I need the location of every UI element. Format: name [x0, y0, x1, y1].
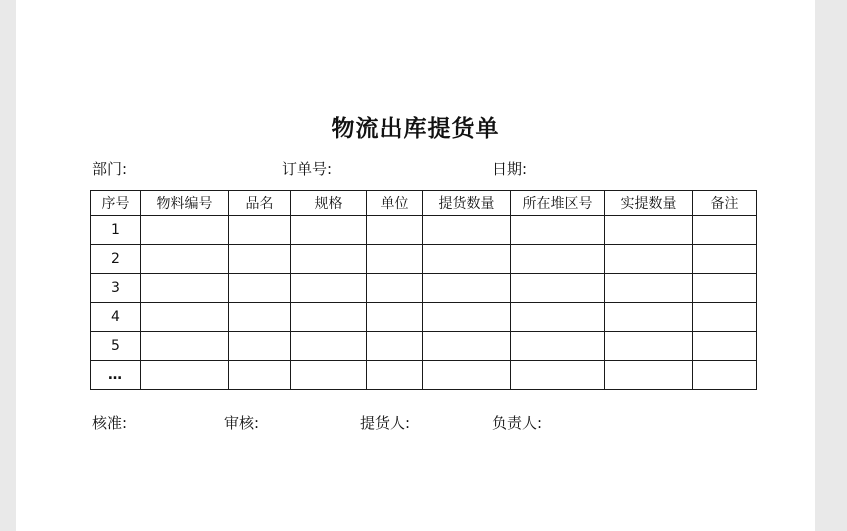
cell-material-no[interactable] [141, 303, 229, 332]
cell-material-no[interactable] [141, 216, 229, 245]
cell-remark[interactable] [693, 332, 757, 361]
table-row [91, 274, 757, 303]
table-row [91, 332, 757, 361]
cell-stack-area[interactable] [511, 361, 605, 390]
cell-spec[interactable] [291, 303, 367, 332]
cell-spec[interactable] [291, 274, 367, 303]
cell-stack-area[interactable] [511, 332, 605, 361]
cell-remark[interactable] [693, 216, 757, 245]
column-header-stack-area: 所在堆区号 [511, 191, 605, 216]
cell-pickup-qty[interactable] [423, 274, 511, 303]
cell-material-no[interactable] [141, 332, 229, 361]
cell-actual-qty[interactable] [605, 332, 693, 361]
cell-spec[interactable] [291, 216, 367, 245]
cell-product-name[interactable] [229, 245, 291, 274]
column-header-remark: 备注 [693, 191, 757, 216]
auditor-label: 审核: [224, 414, 260, 432]
document-page [16, 0, 815, 531]
cell-spec[interactable] [291, 245, 367, 274]
column-header-spec: 规格 [291, 191, 367, 216]
cell-actual-qty[interactable] [605, 303, 693, 332]
cell-spec[interactable] [291, 332, 367, 361]
table-row [91, 361, 757, 390]
cell-actual-qty[interactable] [605, 245, 693, 274]
cell-pickup-qty[interactable] [423, 216, 511, 245]
row-index-cell: 4 [91, 303, 141, 332]
order-number-label: 订单号: [282, 160, 333, 178]
cell-remark[interactable] [693, 245, 757, 274]
page-title: 物流出库提货单 [331, 116, 500, 142]
row-index-cell: … [91, 361, 141, 390]
row-index-cell: 2 [91, 245, 141, 274]
date-label: 日期: [492, 160, 528, 178]
form-meta-row [92, 158, 752, 180]
cell-stack-area[interactable] [511, 245, 605, 274]
cell-product-name[interactable] [229, 274, 291, 303]
table-row [91, 303, 757, 332]
cell-product-name[interactable] [229, 361, 291, 390]
cell-remark[interactable] [693, 303, 757, 332]
cell-product-name[interactable] [229, 303, 291, 332]
column-header-unit: 单位 [367, 191, 423, 216]
cell-unit[interactable] [367, 361, 423, 390]
cell-actual-qty[interactable] [605, 361, 693, 390]
cell-unit[interactable] [367, 274, 423, 303]
signature-row [92, 412, 772, 434]
table-row [91, 216, 757, 245]
cell-pickup-qty[interactable] [423, 332, 511, 361]
cell-actual-qty[interactable] [605, 274, 693, 303]
cell-material-no[interactable] [141, 245, 229, 274]
cell-product-name[interactable] [229, 332, 291, 361]
approver-label: 核准: [92, 414, 128, 432]
cell-unit[interactable] [367, 216, 423, 245]
cell-pickup-qty[interactable] [423, 303, 511, 332]
cell-remark[interactable] [693, 361, 757, 390]
column-header-material-no: 物料编号 [141, 191, 229, 216]
logistics-delivery-form [16, 0, 815, 531]
column-header-actual-qty: 实提数量 [605, 191, 693, 216]
table-header-row [91, 191, 757, 216]
row-index-cell: 1 [91, 216, 141, 245]
responsible-person-label: 负责人: [492, 414, 543, 432]
cell-actual-qty[interactable] [605, 216, 693, 245]
cell-unit[interactable] [367, 332, 423, 361]
picker-label: 提货人: [360, 414, 411, 432]
table-row [91, 245, 757, 274]
cell-pickup-qty[interactable] [423, 361, 511, 390]
cell-material-no[interactable] [141, 361, 229, 390]
cell-stack-area[interactable] [511, 274, 605, 303]
cell-product-name[interactable] [229, 216, 291, 245]
column-header-product-name: 品名 [229, 191, 291, 216]
column-header-index: 序号 [91, 191, 141, 216]
department-label: 部门: [92, 160, 128, 178]
cell-remark[interactable] [693, 274, 757, 303]
delivery-items-table [90, 190, 757, 390]
cell-pickup-qty[interactable] [423, 245, 511, 274]
cell-unit[interactable] [367, 303, 423, 332]
cell-stack-area[interactable] [511, 303, 605, 332]
row-index-cell: 3 [91, 274, 141, 303]
cell-stack-area[interactable] [511, 216, 605, 245]
row-index-cell: 5 [91, 332, 141, 361]
cell-material-no[interactable] [141, 274, 229, 303]
column-header-pickup-qty: 提货数量 [423, 191, 511, 216]
cell-unit[interactable] [367, 245, 423, 274]
cell-spec[interactable] [291, 361, 367, 390]
